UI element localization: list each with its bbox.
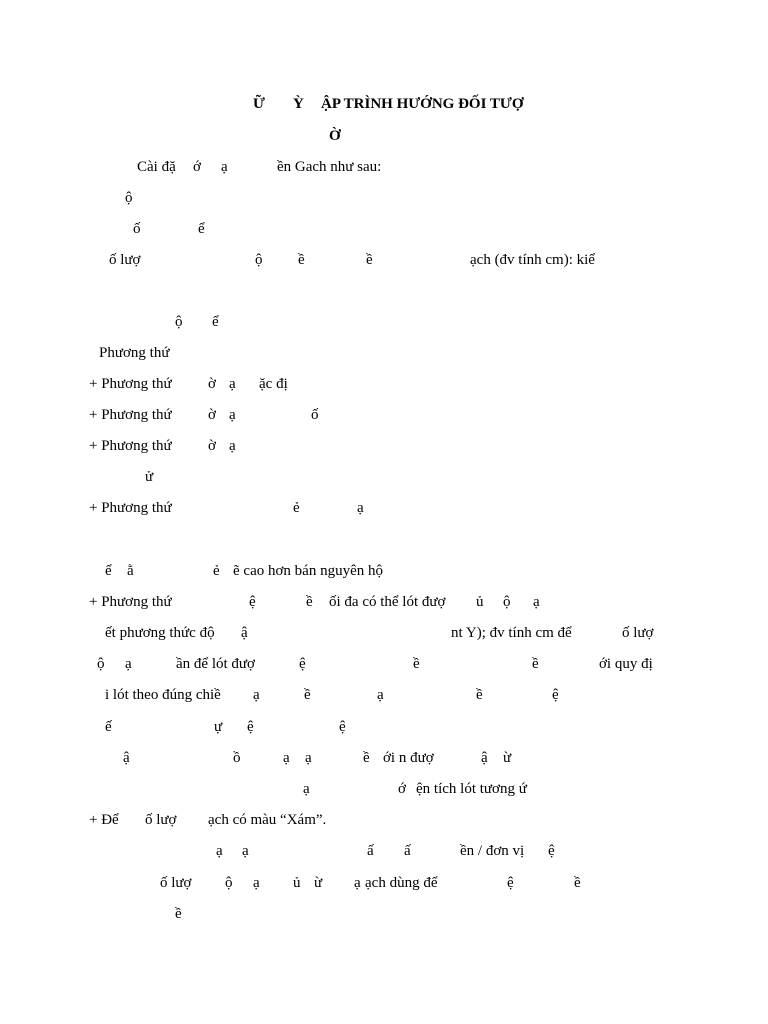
- text-fragment: ết phương thức độ: [105, 625, 215, 641]
- text-fragment: ề: [363, 750, 370, 766]
- text-line: [0, 219, 768, 243]
- text-line: [0, 405, 768, 429]
- text-fragment: ệ: [548, 843, 555, 859]
- text-fragment: + Để: [89, 812, 119, 828]
- text-fragment: ể: [198, 221, 205, 237]
- text-fragment: ộ: [225, 875, 233, 891]
- text-fragment: ừ: [503, 750, 512, 766]
- text-fragment: ạ: [533, 594, 540, 610]
- text-fragment: ệ: [249, 594, 256, 610]
- text-fragment: ồ: [233, 750, 241, 766]
- text-fragment: ới quy đị: [599, 656, 653, 672]
- text-fragment: ể: [105, 563, 112, 579]
- text-fragment: ề: [574, 875, 581, 891]
- text-fragment: ộ: [175, 314, 183, 330]
- text-fragment: ệ: [507, 875, 514, 891]
- text-fragment: ạ: [253, 687, 260, 703]
- text-fragment: Cài đặ: [137, 159, 176, 175]
- text-fragment: ộ: [255, 252, 263, 268]
- text-fragment: ậ: [481, 750, 488, 766]
- text-line: [0, 312, 768, 336]
- text-fragment: ậ: [241, 625, 248, 641]
- text-fragment: ạ: [354, 875, 361, 891]
- text-fragment: ờ: [208, 438, 216, 454]
- text-line: [0, 498, 768, 522]
- text-fragment: ề: [304, 687, 311, 703]
- text-fragment: nt Y); đv tính cm để: [451, 625, 572, 641]
- text-fragment: ề: [413, 656, 420, 672]
- text-fragment: ạ: [253, 875, 260, 891]
- text-fragment: ờ: [208, 407, 216, 423]
- text-fragment: ạch có màu “Xám”.: [208, 812, 327, 828]
- text-fragment: ề: [298, 252, 305, 268]
- text-fragment: Phương thứ: [99, 345, 170, 361]
- text-line: [0, 873, 768, 897]
- text-fragment: ạ: [216, 843, 223, 859]
- text-fragment: ệ: [552, 687, 559, 703]
- text-line: [0, 343, 768, 367]
- text-fragment: i lót theo đúng chiề: [105, 687, 221, 703]
- text-fragment: ẻ: [293, 500, 300, 516]
- text-fragment: ể: [212, 314, 219, 330]
- text-line: [0, 685, 768, 709]
- title-fragment: Ữ: [253, 96, 265, 112]
- text-fragment: ự: [214, 719, 223, 735]
- text-fragment: ạ: [303, 781, 310, 797]
- text-fragment: ộ: [97, 656, 105, 672]
- text-line: [0, 592, 768, 616]
- text-fragment: ặc đị: [259, 376, 288, 392]
- text-fragment: ền Gach như sau:: [277, 159, 382, 175]
- text-line: [0, 188, 768, 212]
- text-fragment: ề: [306, 594, 313, 610]
- text-fragment: ền / đơn vị: [460, 843, 525, 859]
- text-line: [0, 779, 768, 803]
- text-fragment: ấ: [404, 843, 411, 859]
- text-line: [0, 717, 768, 741]
- text-fragment: + Phương thứ: [89, 407, 172, 423]
- text-line: [0, 250, 768, 274]
- text-line: [0, 436, 768, 460]
- text-fragment: + Phương thứ: [89, 438, 172, 454]
- text-fragment: ố: [133, 221, 141, 237]
- text-fragment: ạ: [221, 159, 228, 175]
- text-fragment: ố lượ: [622, 625, 654, 641]
- text-fragment: ớ: [398, 781, 406, 797]
- text-fragment: ệ: [299, 656, 306, 672]
- text-fragment: ủ: [293, 875, 301, 891]
- text-fragment: ện tích lót tương ứ: [416, 781, 527, 797]
- text-fragment: ừ: [314, 875, 323, 891]
- title-fragment: ẬP TRÌNH HƯỚNG ĐỐI TƯỢ: [321, 96, 524, 112]
- text-line: [0, 810, 768, 834]
- document-subtitle: [0, 126, 768, 150]
- text-fragment: ẽ cao hơn bán nguyên hộ: [233, 563, 383, 579]
- text-fragment: + Phương thứ: [89, 500, 172, 516]
- text-line: [0, 841, 768, 865]
- text-line: [0, 561, 768, 585]
- text-fragment: ế: [105, 719, 112, 735]
- text-fragment: ệ: [339, 719, 346, 735]
- text-fragment: ạ: [377, 687, 384, 703]
- text-fragment: ạ: [229, 438, 236, 454]
- text-fragment: ằ: [127, 563, 134, 579]
- text-fragment: ớ: [193, 159, 201, 175]
- text-fragment: ạ: [229, 407, 236, 423]
- text-fragment: ạ: [242, 843, 249, 859]
- text-fragment: ề: [366, 252, 373, 268]
- text-fragment: ố lượ: [145, 812, 177, 828]
- text-fragment: ờ: [208, 376, 216, 392]
- text-fragment: ộ: [125, 190, 133, 206]
- text-fragment: ạch dùng để: [365, 875, 438, 891]
- text-fragment: ậ: [123, 750, 130, 766]
- text-fragment: ố lượ: [109, 252, 141, 268]
- text-fragment: ề: [532, 656, 539, 672]
- text-fragment: ấ: [367, 843, 374, 859]
- document-title: [0, 94, 768, 118]
- text-line: [0, 748, 768, 772]
- text-line: [0, 374, 768, 398]
- text-fragment: ạ: [283, 750, 290, 766]
- text-fragment: ần để lót đượ: [176, 656, 255, 672]
- text-fragment: ẻ: [213, 563, 220, 579]
- text-fragment: ạ: [305, 750, 312, 766]
- text-fragment: ủ: [476, 594, 484, 610]
- text-line: [0, 654, 768, 678]
- text-fragment: ới n đượ: [383, 750, 434, 766]
- text-fragment: ố: [311, 407, 319, 423]
- text-fragment: ố lượ: [160, 875, 192, 891]
- text-fragment: + Phương thứ: [89, 594, 172, 610]
- text-line: [0, 904, 768, 928]
- title-fragment: Ỳ: [293, 96, 304, 112]
- text-fragment: ề: [175, 906, 182, 922]
- text-fragment: ạch (đv tính cm): kiể: [470, 252, 595, 268]
- text-fragment: ối đa có thể lót đượ: [329, 594, 446, 610]
- text-fragment: ạ: [229, 376, 236, 392]
- text-fragment: ử: [145, 469, 154, 485]
- text-fragment: ề: [476, 687, 483, 703]
- text-fragment: ộ: [503, 594, 511, 610]
- text-line: [0, 157, 768, 181]
- text-fragment: ệ: [247, 719, 254, 735]
- text-line: [0, 623, 768, 647]
- text-fragment: + Phương thứ: [89, 376, 172, 392]
- text-fragment: ạ: [357, 500, 364, 516]
- text-line: [0, 467, 768, 491]
- text-fragment: ạ: [125, 656, 132, 672]
- title-fragment: Ờ: [329, 128, 341, 144]
